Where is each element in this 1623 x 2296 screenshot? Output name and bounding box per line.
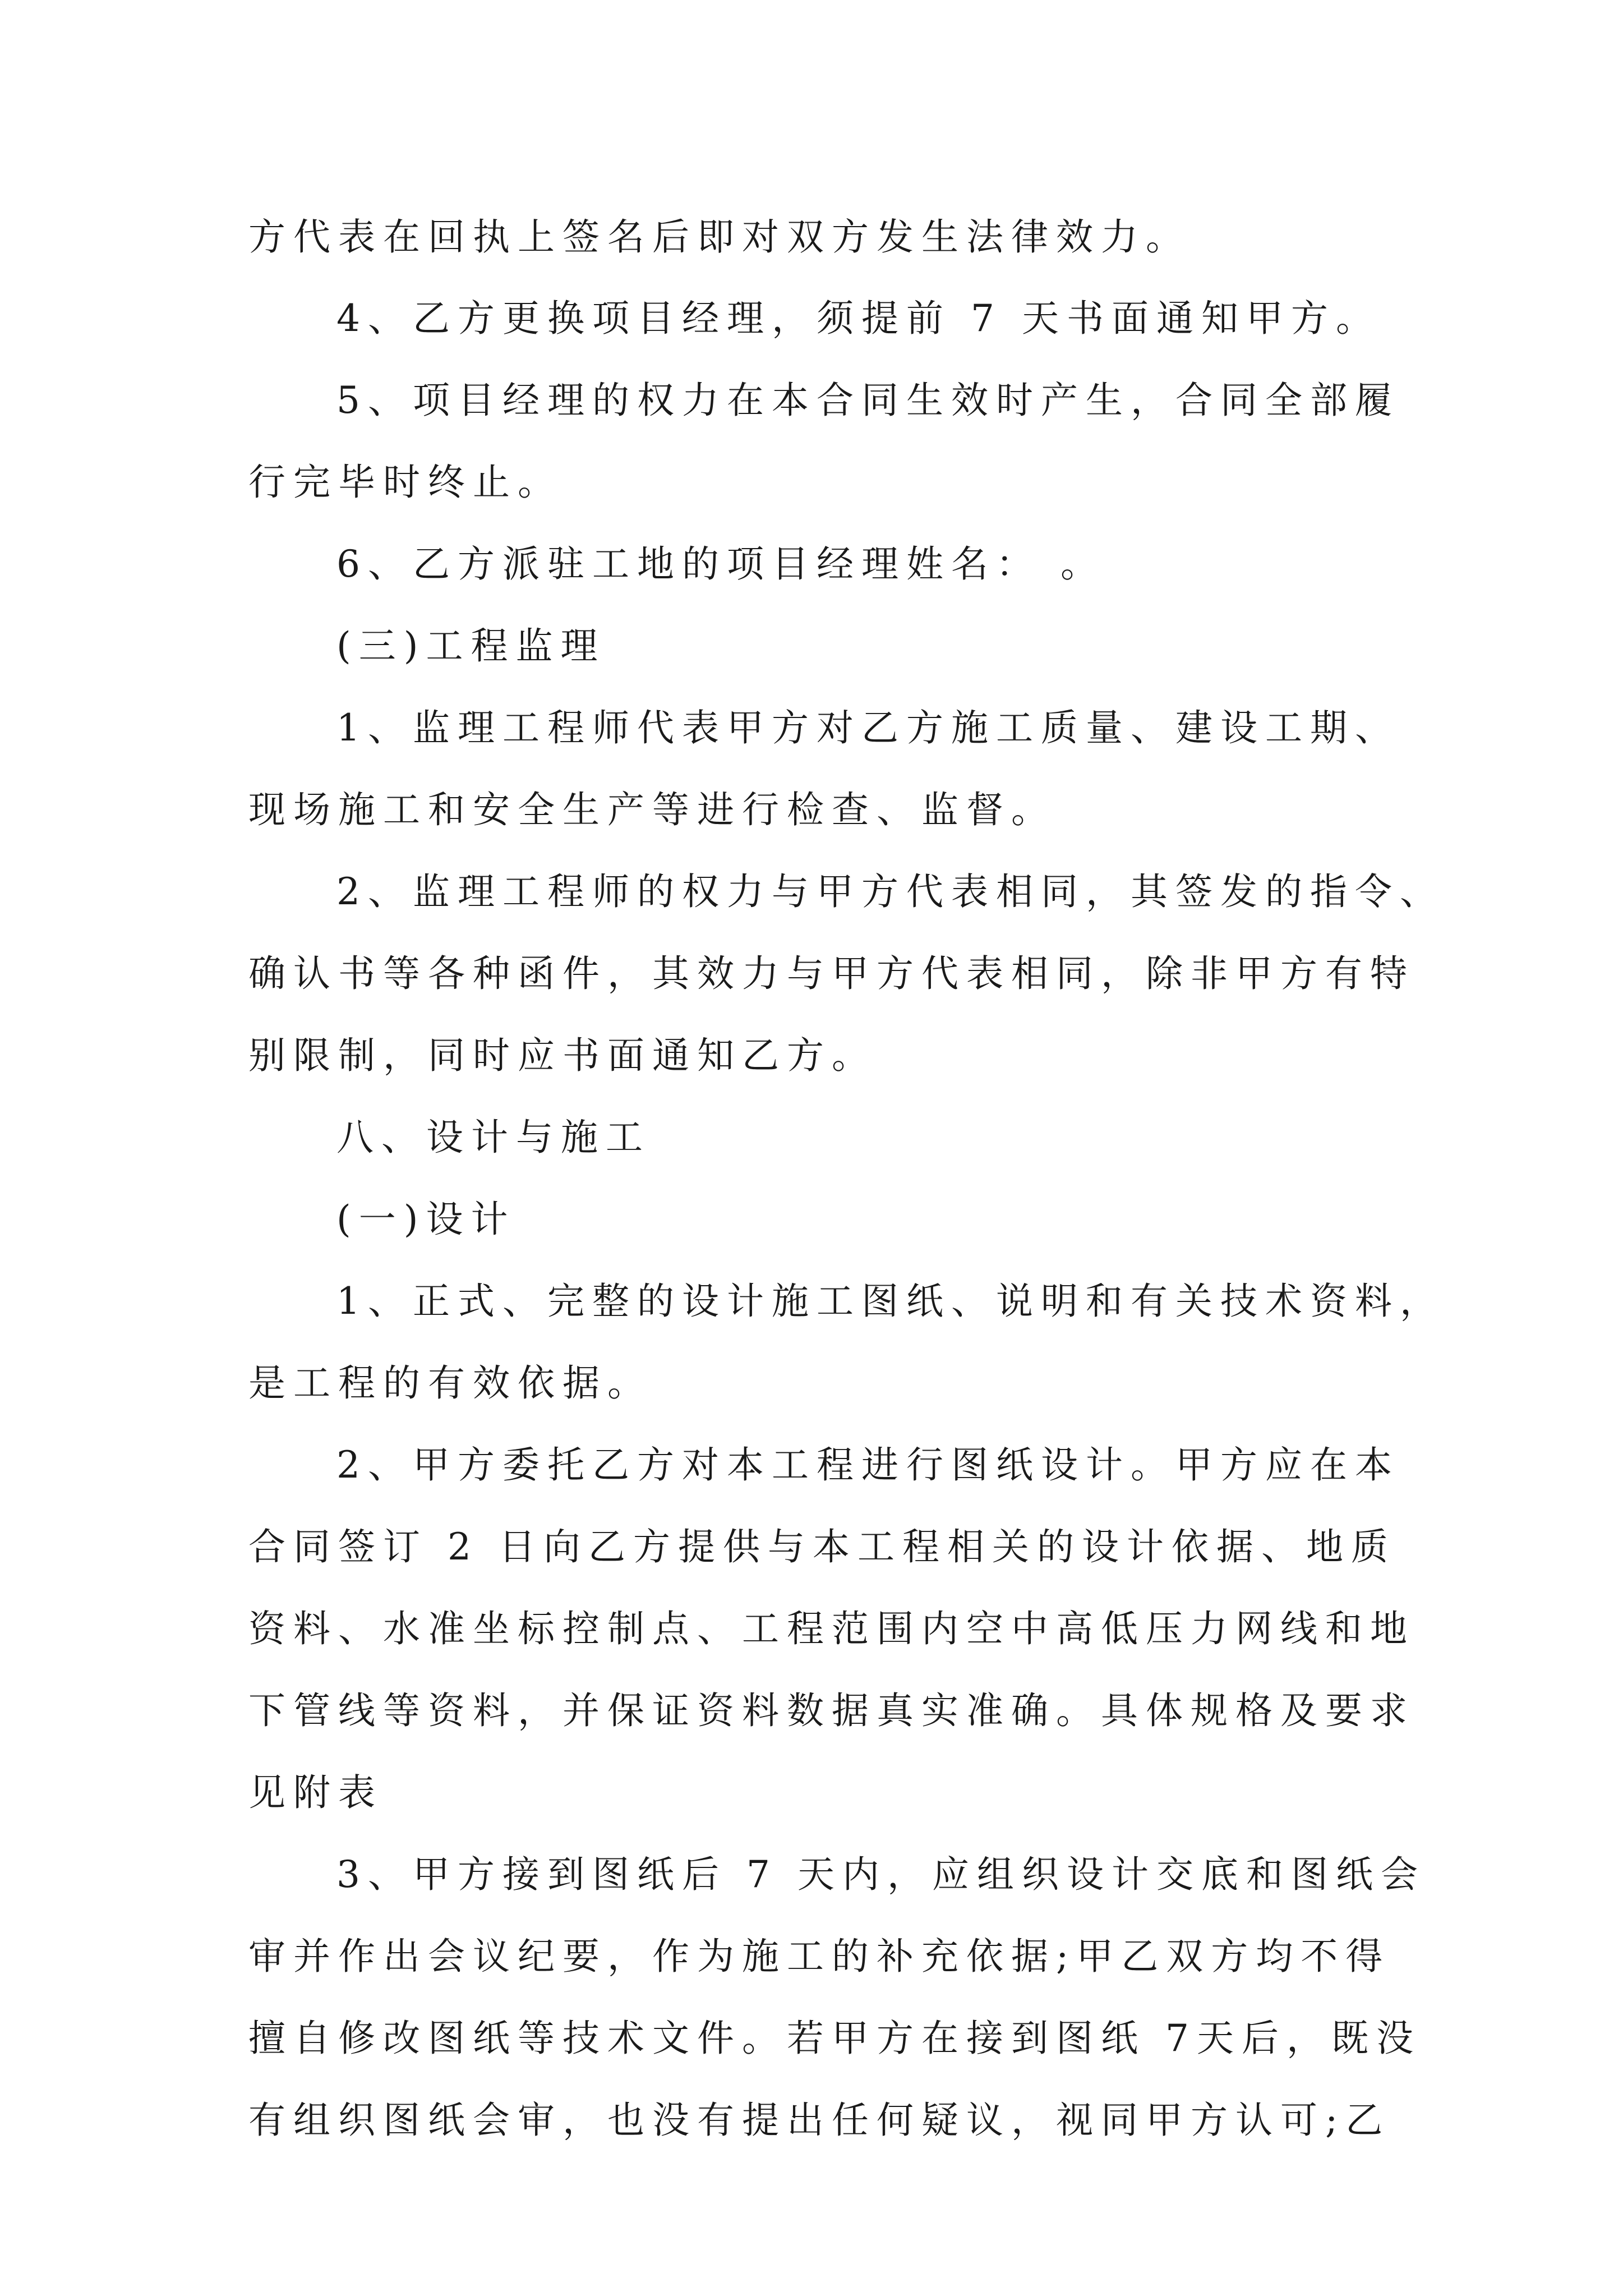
text-line: 3、甲方接到图纸后 7 天内，应组织设计交底和图纸会 <box>336 1853 1426 1896</box>
text-line: 5、项目经理的权力在本合同生效时产生，合同全部履 <box>336 379 1400 422</box>
section-heading: (一)设计 <box>336 1198 516 1241</box>
text-line: 合同签订 2 日向乙方提供与本工程相关的设计依据、地质 <box>248 1525 1396 1568</box>
text-line: 现场施工和安全生产等进行检查、监督。 <box>248 788 1056 831</box>
text-line: 擅自修改图纸等技术文件。若甲方在接到图纸 7天后，既没 <box>248 2017 1421 2060</box>
text-line: 审并作出会议纪要，作为施工的补充依据;甲乙双方均不得 <box>248 1935 1391 1978</box>
text-line: 有组织图纸会审，也没有提出任何疑议，视同甲方认可;乙 <box>248 2099 1391 2142</box>
text-line: 6、乙方派驻工地的项目经理姓名： 。 <box>336 542 1105 586</box>
text-line: 见附表 <box>248 1771 383 1814</box>
text-line: 下管线等资料，并保证资料数据真实准确。具体规格及要求 <box>248 1689 1415 1732</box>
text-line: 1、监理工程师代表甲方对乙方施工质量、建设工期、 <box>336 706 1400 749</box>
text-line: 方代表在回执上签名后即对双方发生法律效力。 <box>248 215 1191 259</box>
text-line: 4、乙方更换项目经理，须提前 7 天书面通知甲方。 <box>336 297 1381 340</box>
text-line: 资料、水准坐标控制点、工程范围内空中高低压力网线和地 <box>248 1607 1415 1650</box>
text-line: 是工程的有效依据。 <box>248 1361 652 1405</box>
text-line: 2、监理工程师的权力与甲方代表相同，其签发的指令、 <box>336 870 1445 913</box>
text-line: 2、甲方委托乙方对本工程进行图纸设计。甲方应在本 <box>336 1443 1400 1487</box>
text-line: 别限制，同时应书面通知乙方。 <box>248 1034 877 1077</box>
text-line: 1、正式、完整的设计施工图纸、说明和有关技术资料， <box>336 1280 1445 1323</box>
text-line: 行完毕时终止。 <box>248 461 562 504</box>
text-line: 确认书等各种函件，其效力与甲方代表相同，除非甲方有特 <box>248 952 1415 995</box>
section-heading: (三)工程监理 <box>336 624 606 668</box>
section-heading: 八、设计与施工 <box>336 1116 651 1159</box>
